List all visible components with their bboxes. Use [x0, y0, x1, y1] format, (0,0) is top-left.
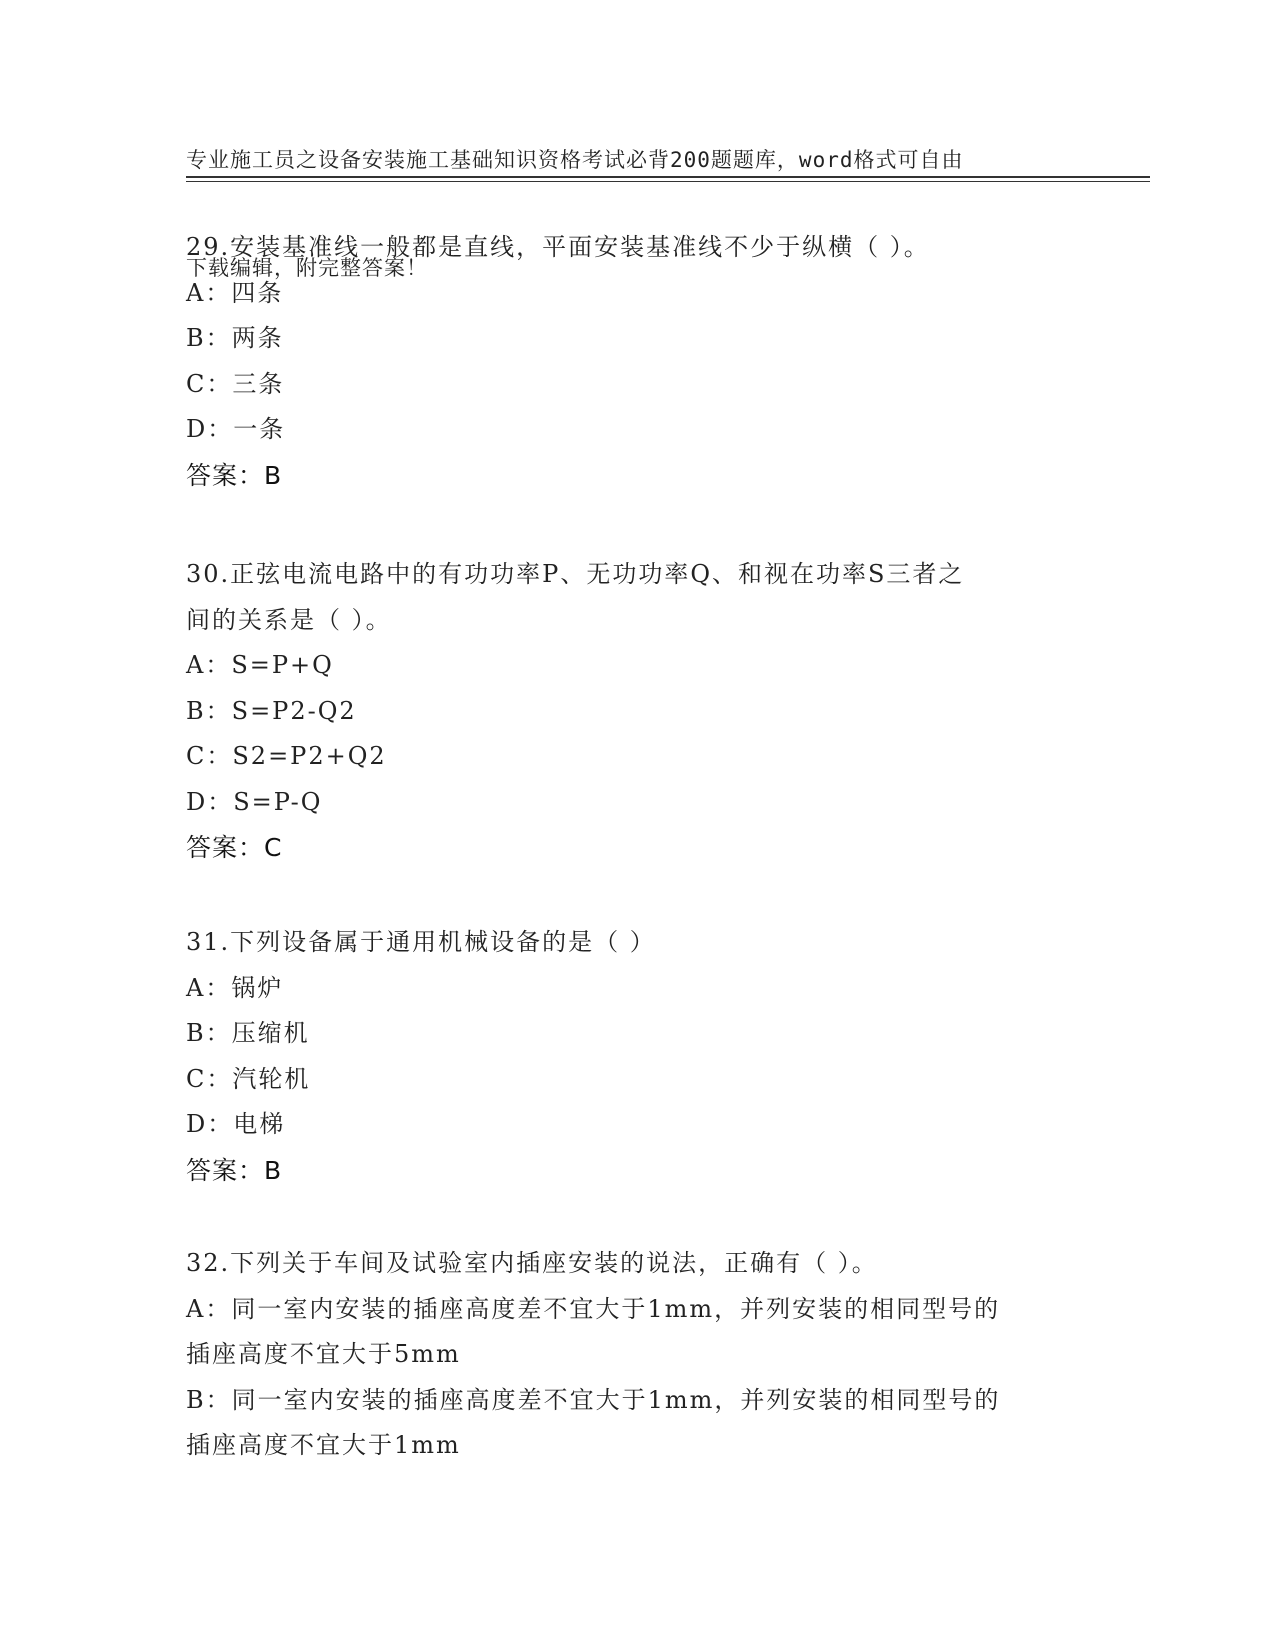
- option-b-line-2: 插座高度不宜大于1mm: [186, 1431, 461, 1459]
- header-line-2: 下载编辑，附完整答案！: [186, 256, 428, 280]
- option-a: A：四条: [186, 278, 284, 307]
- option-c: C：三条: [186, 369, 285, 398]
- option-b: B：两条: [186, 324, 284, 352]
- question-stem: 31.下列设备属于通用机械设备的是（ ）: [186, 928, 656, 956]
- option-a: A：锅炉: [186, 973, 284, 1002]
- question-stem: 29.安装基准线一般都是直线，平面安装基准线不少于纵横（ ）。: [186, 233, 930, 261]
- header-line-1: 专业施工员之设备安装施工基础知识资格考试必背200题题库，word格式可自由: [186, 148, 964, 172]
- option-a-line-2: 插座高度不宜大于5mm: [186, 1340, 461, 1368]
- option-a-line-1: A：同一室内安装的插座高度差不宜大于1mm，并列安装的相同型号的: [186, 1294, 1001, 1323]
- header-divider-thin: [186, 181, 1150, 182]
- option-c: C：汽轮机: [186, 1064, 311, 1093]
- question-32: [186, 1241, 1086, 1469]
- answer-label: 答案：B: [186, 460, 283, 490]
- option-a: A：S=P+Q: [186, 651, 334, 679]
- question-stem-line-1: 30.正弦电流电路中的有功功率P、无功功率Q、和视在功率S三者之: [186, 560, 965, 588]
- option-c: C：S2=P2+Q2: [186, 742, 387, 770]
- question-stem: 32.下列关于车间及试验室内插座安装的说法，正确有（ ）。: [186, 1249, 878, 1277]
- option-b-line-1: B：同一室内安装的插座高度差不宜大于1mm，并列安装的相同型号的: [186, 1385, 1001, 1414]
- option-d: D：一条: [186, 415, 286, 443]
- header-divider-thick: [186, 176, 1150, 178]
- option-d: D：S=P-Q: [186, 787, 323, 816]
- answer-label: 答案：B: [186, 1155, 283, 1185]
- option-b: B：压缩机: [186, 1019, 310, 1047]
- option-b: B：S=P2-Q2: [186, 696, 357, 725]
- question-30: [186, 552, 1086, 871]
- answer-label: 答案：C: [186, 833, 283, 862]
- option-d: D：电梯: [186, 1110, 286, 1138]
- question-29: [186, 225, 1086, 498]
- question-31: [186, 920, 1086, 1193]
- question-stem-line-2: 间的关系是（ ）。: [186, 605, 392, 634]
